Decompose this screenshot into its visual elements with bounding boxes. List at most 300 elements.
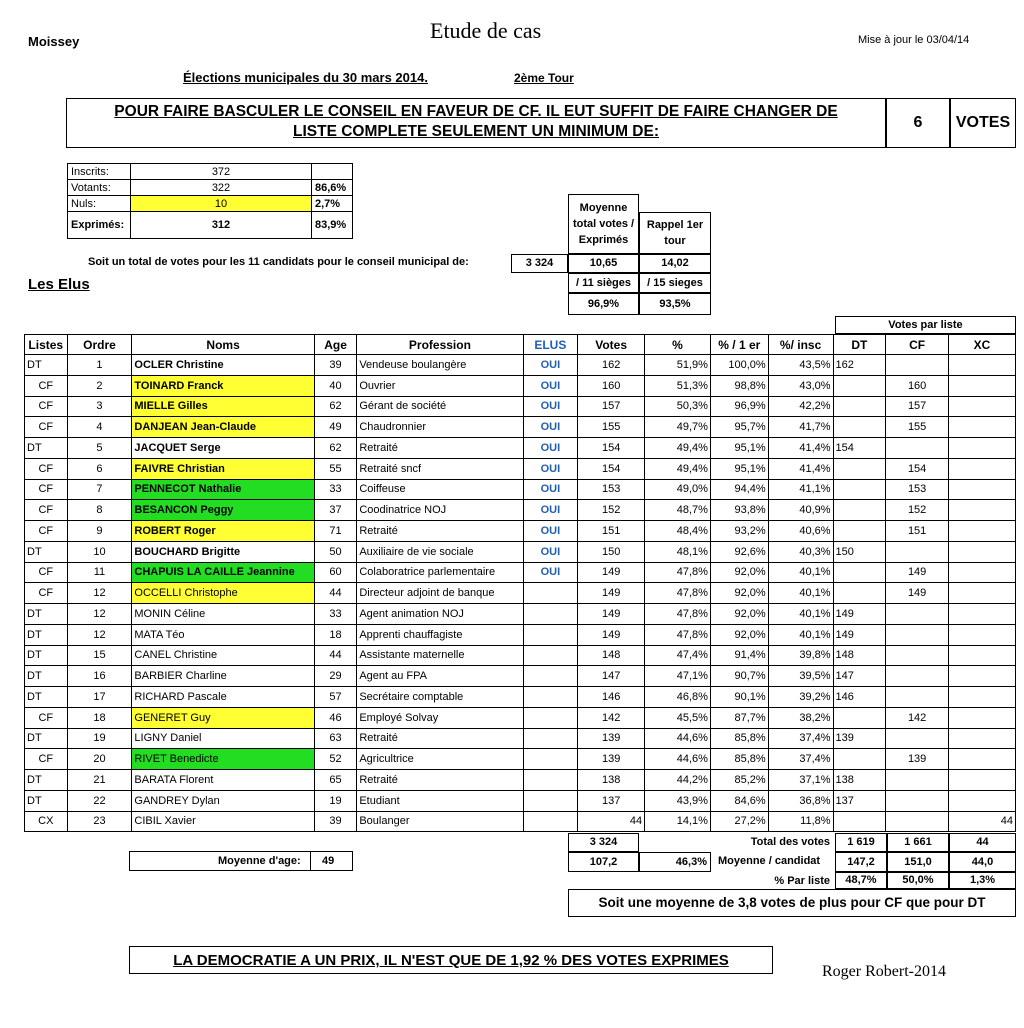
total-cf: 1 661 — [887, 833, 949, 852]
name-cell: LIGNY Daniel — [132, 728, 314, 749]
table-row — [25, 624, 1016, 645]
table-row — [25, 811, 1016, 832]
list-cell: CF — [25, 521, 68, 542]
order-cell: 7 — [67, 479, 132, 500]
order-cell: 22 — [67, 790, 132, 811]
name-cell: TOINARD Franck — [132, 375, 314, 396]
elus-cell — [523, 707, 578, 728]
pct-first-cell: 92,6% — [710, 541, 768, 562]
elus-cell — [523, 583, 578, 604]
pct-cell: 47,1% — [645, 666, 711, 687]
pct-cell: 51,9% — [645, 355, 711, 376]
column-header: Profession — [357, 335, 523, 355]
xc-cell — [949, 645, 1016, 666]
votes-cell: 142 — [578, 707, 645, 728]
list-cell: DT — [25, 790, 68, 811]
xc-cell: 44 — [949, 811, 1016, 832]
pct-insc-cell: 40,6% — [768, 521, 833, 542]
age-cell: 44 — [314, 583, 357, 604]
list-cell: CF — [25, 417, 68, 438]
elus-cell: OUI — [523, 479, 578, 500]
order-cell: 12 — [67, 604, 132, 625]
name-cell: PENNECOT Nathalie — [132, 479, 314, 500]
pct-15: 93,5% — [639, 293, 711, 315]
list-cell: DT — [25, 666, 68, 687]
xc-cell — [949, 375, 1016, 396]
cf-cell — [886, 541, 949, 562]
order-cell: 11 — [67, 562, 132, 583]
xc-cell — [949, 500, 1016, 521]
cf-cell — [886, 790, 949, 811]
update-date: Mise à jour le 03/04/14 — [858, 34, 970, 46]
conclusion-box: Soit une moyenne de 3,8 votes de plus pour CF que pour DT — [568, 889, 1016, 917]
list-cell: CF — [25, 562, 68, 583]
dt-cell — [833, 458, 886, 479]
pct-cell: 49,4% — [645, 458, 711, 479]
name-cell: CANEL Christine — [132, 645, 314, 666]
name-cell: OCCELLI Christophe — [132, 583, 314, 604]
table-row — [25, 790, 1016, 811]
order-cell: 16 — [67, 666, 132, 687]
xc-cell — [949, 541, 1016, 562]
order-cell: 5 — [67, 438, 132, 459]
votes-cell: 154 — [578, 458, 645, 479]
banner-box — [66, 98, 886, 148]
pct-first-cell: 91,4% — [710, 645, 768, 666]
elus-cell: OUI — [523, 417, 578, 438]
cf-cell: 154 — [886, 458, 949, 479]
elus-cell: OUI — [523, 375, 578, 396]
column-header: %/ insc — [768, 335, 833, 355]
profession-cell: Chaudronnier — [357, 417, 523, 438]
age-cell: 40 — [314, 375, 357, 396]
column-header: % — [645, 335, 711, 355]
cf-cell — [886, 666, 949, 687]
pct-first-cell: 92,0% — [710, 583, 768, 604]
pct-insc-cell: 40,3% — [768, 541, 833, 562]
dt-cell — [833, 417, 886, 438]
list-cell: CF — [25, 479, 68, 500]
age-cell: 57 — [314, 687, 357, 708]
dt-cell — [833, 396, 886, 417]
pct-dt: 48,7% — [835, 872, 887, 889]
profession-cell: Employé Solvay — [357, 707, 523, 728]
elus-cell — [523, 687, 578, 708]
pct-cell: 43,9% — [645, 790, 711, 811]
name-cell: BARBIER Charline — [132, 666, 314, 687]
name-cell: CIBIL Xavier — [132, 811, 314, 832]
pct-insc-cell: 39,2% — [768, 687, 833, 708]
moy-cf: 151,0 — [887, 852, 949, 872]
column-header: Ordre — [67, 335, 132, 355]
pct-cell: 44,6% — [645, 749, 711, 770]
profession-cell: Retraité — [357, 521, 523, 542]
table-row — [25, 521, 1016, 542]
stats-value: 312 — [131, 212, 312, 239]
xc-cell — [949, 604, 1016, 625]
list-cell: DT — [25, 728, 68, 749]
age-cell: 62 — [314, 396, 357, 417]
cf-cell: 157 — [886, 396, 949, 417]
name-cell: MIELLE Gilles — [132, 396, 314, 417]
dt-cell: 137 — [833, 790, 886, 811]
dt-cell: 150 — [833, 541, 886, 562]
column-header: DT — [833, 335, 886, 355]
table-row — [25, 479, 1016, 500]
cf-cell: 142 — [886, 707, 949, 728]
cf-cell — [886, 438, 949, 459]
votes-cell: 151 — [578, 521, 645, 542]
cf-cell: 152 — [886, 500, 949, 521]
sieges-15: / 15 sieges — [639, 273, 711, 293]
profession-cell: Apprenti chauffagiste — [357, 624, 523, 645]
xc-cell — [949, 707, 1016, 728]
xc-cell — [949, 479, 1016, 500]
votes-cell: 147 — [578, 666, 645, 687]
pct-insc-cell: 37,4% — [768, 749, 833, 770]
stats-pct: 86,6% — [312, 180, 353, 196]
age-cell: 63 — [314, 728, 357, 749]
pct-insc-cell: 43,5% — [768, 355, 833, 376]
xc-cell — [949, 790, 1016, 811]
pct-first-cell: 27,2% — [710, 811, 768, 832]
dt-cell: 148 — [833, 645, 886, 666]
age-cell: 46 — [314, 707, 357, 728]
order-cell: 1 — [67, 355, 132, 376]
column-header: XC — [949, 335, 1016, 355]
cf-cell — [886, 811, 949, 832]
order-cell: 12 — [67, 583, 132, 604]
name-cell: MATA Téo — [132, 624, 314, 645]
age-cell: 52 — [314, 749, 357, 770]
cf-cell — [886, 770, 949, 791]
table-row — [25, 438, 1016, 459]
rappel-header: Rappel 1er tour — [639, 212, 711, 254]
dt-cell: 147 — [833, 666, 886, 687]
pct-cell: 47,8% — [645, 604, 711, 625]
xc-cell — [949, 728, 1016, 749]
dt-cell — [833, 811, 886, 832]
banner-unit: VOTES — [950, 98, 1016, 148]
votes-cell: 154 — [578, 438, 645, 459]
pct-first-cell: 92,0% — [710, 624, 768, 645]
votes-cell: 152 — [578, 500, 645, 521]
commune-name: Moissey — [28, 34, 80, 49]
elus-cell — [523, 770, 578, 791]
table-row — [25, 396, 1016, 417]
table-row — [25, 645, 1016, 666]
dt-cell: 149 — [833, 624, 886, 645]
order-cell: 6 — [67, 458, 132, 479]
moy-dt: 147,2 — [835, 852, 887, 872]
total-votes-label: Total des votes — [750, 836, 830, 848]
votes-cell: 149 — [578, 583, 645, 604]
avg-age-box — [129, 851, 353, 871]
order-cell: 23 — [67, 811, 132, 832]
order-cell: 17 — [67, 687, 132, 708]
pct-first-cell: 85,2% — [710, 770, 768, 791]
pct-first-cell: 95,1% — [710, 438, 768, 459]
banner-line1: POUR FAIRE BASCULER LE CONSEIL EN FAVEUR DE CF. IL EUT SUFFIT DE FAIRE CHANGER DE — [114, 103, 838, 120]
stats-row — [68, 180, 353, 196]
name-cell: RICHARD Pascale — [132, 687, 314, 708]
pct-insc-cell: 41,4% — [768, 438, 833, 459]
list-cell: DT — [25, 604, 68, 625]
moyenne-value: 10,65 — [568, 254, 639, 273]
cf-cell — [886, 728, 949, 749]
table-row — [25, 583, 1016, 604]
column-header: % / 1 er — [710, 335, 768, 355]
list-cell: DT — [25, 438, 68, 459]
pct-cell: 49,0% — [645, 479, 711, 500]
age-cell: 55 — [314, 458, 357, 479]
name-cell: MONIN Céline — [132, 604, 314, 625]
elus-cell: OUI — [523, 521, 578, 542]
elus-cell — [523, 749, 578, 770]
age-cell: 50 — [314, 541, 357, 562]
age-cell: 44 — [314, 645, 357, 666]
elus-cell: OUI — [523, 500, 578, 521]
pct-11: 96,9% — [568, 293, 639, 315]
pct-first-cell: 85,8% — [710, 749, 768, 770]
banner-count: 6 — [886, 98, 950, 148]
xc-cell — [949, 666, 1016, 687]
profession-cell: Retraité sncf — [357, 458, 523, 479]
votes-cell: 137 — [578, 790, 645, 811]
profession-cell: Gérant de société — [357, 396, 523, 417]
pct-insc-cell: 40,1% — [768, 583, 833, 604]
profession-cell: Ouvrier — [357, 375, 523, 396]
les-elus-heading: Les Elus — [28, 276, 90, 293]
list-cell: CF — [25, 500, 68, 521]
stats-table — [67, 163, 353, 239]
dt-cell — [833, 500, 886, 521]
pct-first-cell: 92,0% — [710, 562, 768, 583]
xc-cell — [949, 583, 1016, 604]
table-row — [25, 749, 1016, 770]
author: Roger Robert-2014 — [822, 963, 946, 980]
pct-cell: 51,3% — [645, 375, 711, 396]
pct-insc-cell: 41,4% — [768, 458, 833, 479]
order-cell: 18 — [67, 707, 132, 728]
stats-pct: 2,7% — [312, 196, 353, 212]
stats-value: 372 — [131, 164, 312, 180]
pct-cell: 47,8% — [645, 583, 711, 604]
column-header: Noms — [132, 335, 314, 355]
list-cell: CF — [25, 707, 68, 728]
profession-cell: Retraité — [357, 728, 523, 749]
stats-label: Votants: — [68, 180, 131, 196]
pct-insc-cell: 39,5% — [768, 666, 833, 687]
xc-cell — [949, 749, 1016, 770]
cf-cell — [886, 687, 949, 708]
age-cell: 29 — [314, 666, 357, 687]
order-cell: 19 — [67, 728, 132, 749]
name-cell: BARATA Florent — [132, 770, 314, 791]
column-header: CF — [886, 335, 949, 355]
name-cell: BESANCON Peggy — [132, 500, 314, 521]
votes-cell: 146 — [578, 687, 645, 708]
pct-first-cell: 93,8% — [710, 500, 768, 521]
profession-cell: Vendeuse boulangère — [357, 355, 523, 376]
dt-cell: 154 — [833, 438, 886, 459]
stats-pct — [312, 164, 353, 180]
pct-cell: 45,5% — [645, 707, 711, 728]
name-cell: FAIVRE Christian — [132, 458, 314, 479]
votes-cell: 149 — [578, 562, 645, 583]
order-cell: 4 — [67, 417, 132, 438]
elus-cell: OUI — [523, 396, 578, 417]
age-cell: 19 — [314, 790, 357, 811]
age-cell: 33 — [314, 479, 357, 500]
pct-first-cell: 87,7% — [710, 707, 768, 728]
pct-insc-cell: 40,1% — [768, 604, 833, 625]
list-cell: DT — [25, 624, 68, 645]
table-row — [25, 500, 1016, 521]
elus-cell: OUI — [523, 458, 578, 479]
name-cell: OCLER Christine — [132, 355, 314, 376]
votes-cell: 157 — [578, 396, 645, 417]
column-header: Age — [314, 335, 357, 355]
votes-cell: 150 — [578, 541, 645, 562]
profession-cell: Auxiliaire de vie sociale — [357, 541, 523, 562]
table-row — [25, 707, 1016, 728]
order-cell: 3 — [67, 396, 132, 417]
pct-first-cell: 85,8% — [710, 728, 768, 749]
pct-insc-cell: 36,8% — [768, 790, 833, 811]
pct-cf: 50,0% — [887, 872, 949, 889]
banner-line2: LISTE COMPLETE SEULEMENT UN MINIMUM DE: — [293, 123, 659, 140]
dt-cell — [833, 749, 886, 770]
pct-first-cell: 90,7% — [710, 666, 768, 687]
pct-first-cell: 100,0% — [710, 355, 768, 376]
profession-cell: Coodinatrice NOJ — [357, 500, 523, 521]
name-cell: JACQUET Serge — [132, 438, 314, 459]
pct-insc-cell: 41,7% — [768, 417, 833, 438]
table-row — [25, 458, 1016, 479]
stats-value: 10 — [131, 196, 312, 212]
age-cell: 39 — [314, 355, 357, 376]
list-cell: DT — [25, 355, 68, 376]
pct-cell: 47,4% — [645, 645, 711, 666]
pct-insc-cell: 40,1% — [768, 562, 833, 583]
xc-cell — [949, 355, 1016, 376]
votes-cell: 153 — [578, 479, 645, 500]
list-cell: CF — [25, 396, 68, 417]
avg-pct: 46,3% — [639, 852, 711, 872]
dt-cell — [833, 479, 886, 500]
list-cell: CX — [25, 811, 68, 832]
table-row — [25, 728, 1016, 749]
pct-insc-cell: 11,8% — [768, 811, 833, 832]
results-table — [24, 334, 1016, 832]
stats-row — [68, 164, 353, 180]
votes-cell: 149 — [578, 624, 645, 645]
table-header-row — [25, 335, 1016, 355]
sieges-11: / 11 sièges — [568, 273, 639, 293]
list-cell: CF — [25, 375, 68, 396]
cf-cell: 160 — [886, 375, 949, 396]
table-row — [25, 666, 1016, 687]
order-cell: 9 — [67, 521, 132, 542]
cf-cell — [886, 645, 949, 666]
votes-cell: 139 — [578, 728, 645, 749]
profession-cell: Colaboratrice parlementaire — [357, 562, 523, 583]
profession-cell: Directeur adjoint de banque — [357, 583, 523, 604]
list-cell: CF — [25, 458, 68, 479]
cf-cell — [886, 604, 949, 625]
dt-cell: 149 — [833, 604, 886, 625]
pct-cell: 49,4% — [645, 438, 711, 459]
rappel-value: 14,02 — [639, 254, 711, 273]
pct-first-cell: 84,6% — [710, 790, 768, 811]
dt-cell: 162 — [833, 355, 886, 376]
elus-cell — [523, 811, 578, 832]
age-cell: 62 — [314, 438, 357, 459]
column-header: Votes — [578, 335, 645, 355]
profession-cell: Etudiant — [357, 790, 523, 811]
name-cell: BOUCHARD Brigitte — [132, 541, 314, 562]
table-row — [25, 355, 1016, 376]
name-cell: CHAPUIS LA CAILLE Jeannine — [132, 562, 314, 583]
pct-cell: 47,8% — [645, 624, 711, 645]
pct-insc-cell: 39,8% — [768, 645, 833, 666]
votes-cell: 139 — [578, 749, 645, 770]
table-row — [25, 770, 1016, 791]
order-cell: 2 — [67, 375, 132, 396]
profession-cell: Assistante maternelle — [357, 645, 523, 666]
table-row — [25, 541, 1016, 562]
avg-age-value: 49 — [322, 855, 335, 867]
profession-cell: Agent animation NOJ — [357, 604, 523, 625]
pct-first-cell: 96,9% — [710, 396, 768, 417]
table-row — [25, 562, 1016, 583]
profession-cell: Agricultrice — [357, 749, 523, 770]
name-cell: GANDREY Dylan — [132, 790, 314, 811]
table-row — [25, 687, 1016, 708]
elus-cell — [523, 666, 578, 687]
dt-cell — [833, 583, 886, 604]
xc-cell — [949, 438, 1016, 459]
cf-cell — [886, 355, 949, 376]
cf-cell: 153 — [886, 479, 949, 500]
pct-insc-cell: 38,2% — [768, 707, 833, 728]
stats-row — [68, 196, 353, 212]
votes-cell: 148 — [578, 645, 645, 666]
elus-cell — [523, 645, 578, 666]
elus-cell: OUI — [523, 438, 578, 459]
pct-first-cell: 90,1% — [710, 687, 768, 708]
election-title: Élections municipales du 30 mars 2014. — [183, 70, 428, 85]
list-cell: DT — [25, 645, 68, 666]
stats-label: Inscrits: — [68, 164, 131, 180]
xc-cell — [949, 396, 1016, 417]
total-votes-value: 3 324 — [511, 254, 568, 273]
pct-xc: 1,3% — [949, 872, 1016, 889]
order-cell: 15 — [67, 645, 132, 666]
xc-cell — [949, 417, 1016, 438]
xc-cell — [949, 687, 1016, 708]
pct-cell: 50,3% — [645, 396, 711, 417]
stats-value: 322 — [131, 180, 312, 196]
pct-cell: 44,2% — [645, 770, 711, 791]
pct-cell: 14,1% — [645, 811, 711, 832]
cf-cell: 149 — [886, 562, 949, 583]
democratie-banner: LA DEMOCRATIE A UN PRIX, IL N'EST QUE DE 1,92 % DES VOTES EXPRIMES — [129, 946, 773, 974]
pct-cell: 48,7% — [645, 500, 711, 521]
list-cell: DT — [25, 541, 68, 562]
cf-cell: 149 — [886, 583, 949, 604]
